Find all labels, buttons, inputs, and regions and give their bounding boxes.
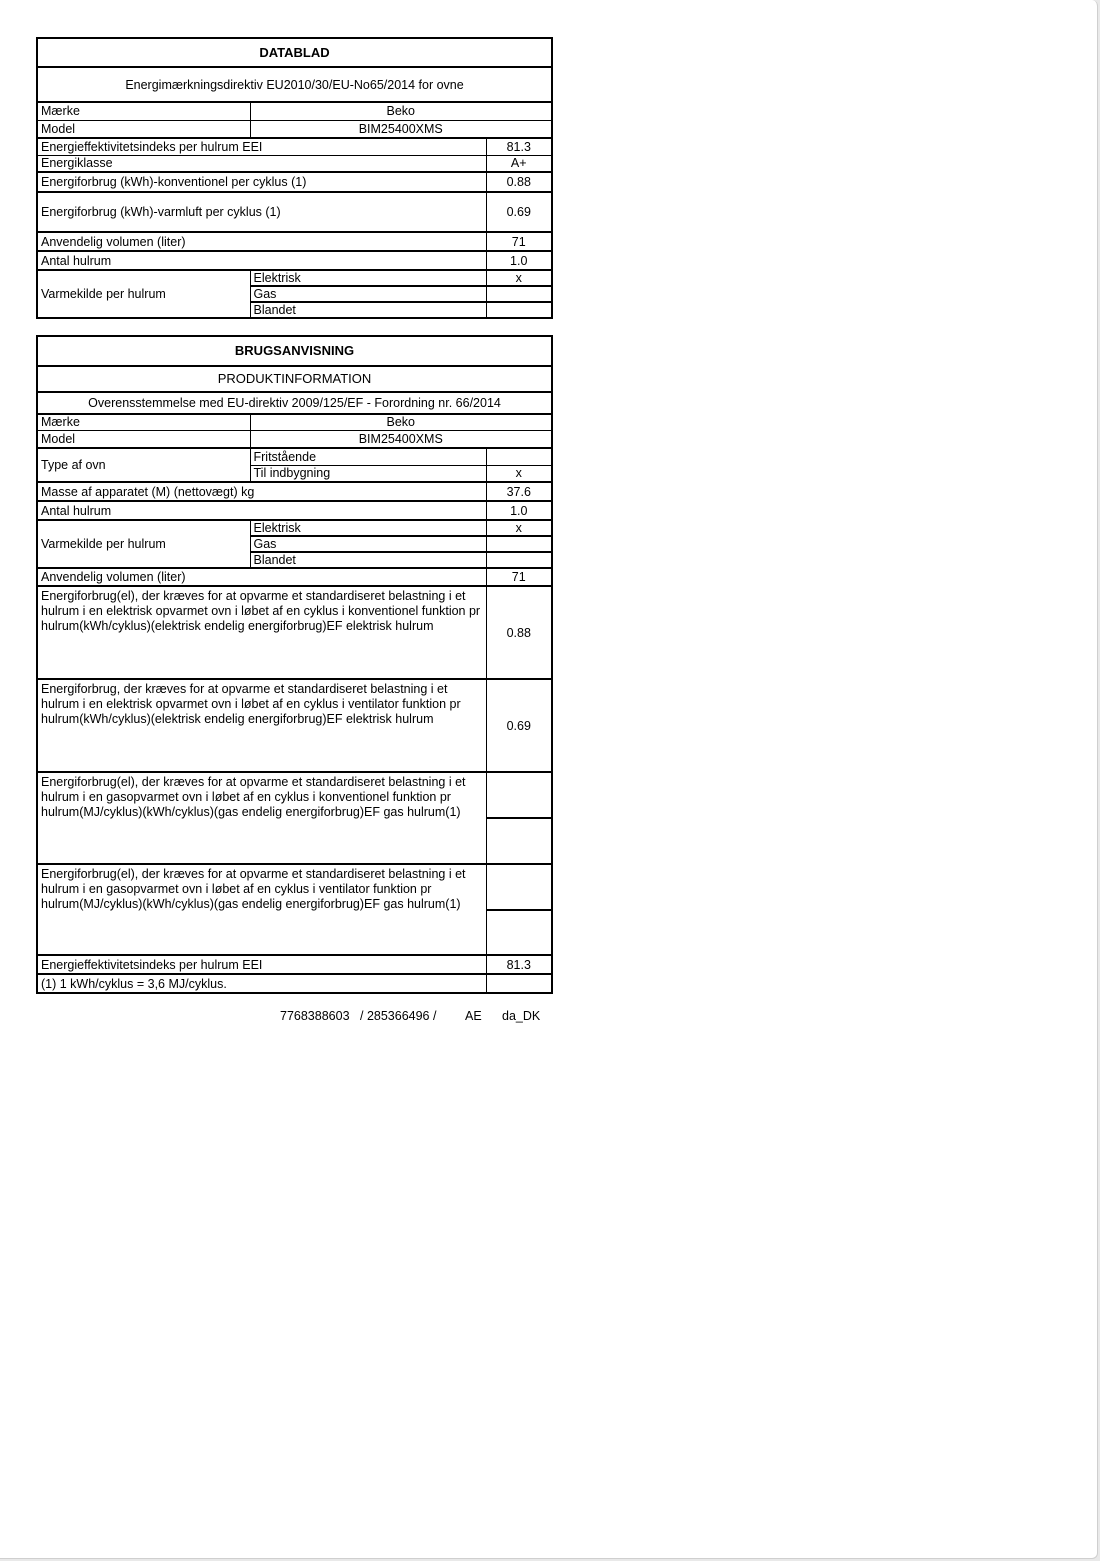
ef-gas-conventional-kwh-value bbox=[486, 818, 552, 864]
eei-value: 81.3 bbox=[486, 955, 552, 974]
volume-label: Anvendelig volumen (liter) bbox=[37, 568, 486, 586]
volume-label: Anvendelig volumen (liter) bbox=[37, 232, 486, 251]
datablad-directive: Energimærkningsdirektiv EU2010/30/EU-No65/2014 for ovne bbox=[37, 67, 552, 102]
footnote-value bbox=[486, 974, 552, 993]
brand-label: Mærke bbox=[37, 102, 250, 120]
oven-type-option-value bbox=[486, 448, 552, 465]
ef-gas-conventional-mj-value bbox=[486, 772, 552, 818]
ef-electric-fan-value: 0.69 bbox=[486, 679, 552, 772]
heat-source-label: Varmekilde per hulrum bbox=[37, 270, 250, 318]
heat-option-label: Elektrisk bbox=[250, 520, 486, 536]
heat-option-value: x bbox=[486, 270, 552, 286]
eei-value: 81.3 bbox=[486, 138, 552, 155]
footer-code-2: / 285366496 / bbox=[360, 1009, 437, 1023]
footnote: (1) 1 kWh/cyklus = 3,6 MJ/cyklus. bbox=[37, 974, 486, 993]
heat-option-value bbox=[486, 302, 552, 318]
ef-gas-fan-kwh-value bbox=[486, 910, 552, 955]
energy-class-label: Energiklasse bbox=[37, 155, 486, 172]
model-value: BIM25400XMS bbox=[250, 430, 552, 448]
brugsanvisning-title: BRUGSANVISNING bbox=[37, 336, 552, 366]
model-value: BIM25400XMS bbox=[250, 120, 552, 138]
fan-energy-value: 0.69 bbox=[486, 192, 552, 232]
conformity-text: Overensstemmelse med EU-direktiv 2009/125/EF - Forordning nr. 66/2014 bbox=[37, 392, 552, 414]
volume-value: 71 bbox=[486, 232, 552, 251]
conventional-energy-value: 0.88 bbox=[486, 172, 552, 192]
datablad-title: DATABLAD bbox=[37, 38, 552, 67]
cavities-value: 1.0 bbox=[486, 501, 552, 520]
datablad-table bbox=[36, 37, 553, 319]
heat-option-label: Gas bbox=[250, 286, 486, 302]
oven-type-option-value: x bbox=[486, 465, 552, 482]
heat-option-label: Blandet bbox=[250, 552, 486, 568]
product-info-subtitle: PRODUKTINFORMATION bbox=[37, 366, 552, 392]
heat-option-label: Blandet bbox=[250, 302, 486, 318]
heat-option-value bbox=[486, 552, 552, 568]
ef-electric-fan-label: Energiforbrug, der kræves for at opvarme et standardiseret belastning i et hulrum i en elektrisk opvarmet ovn i løbet af en cyklus i ventilator funktion pr hulrum(kWh/cyklus)(elektrisk endelig energiforbrug)EF elektrisk hulrum bbox=[37, 679, 486, 772]
conventional-energy-label: Energiforbrug (kWh)-konventionel per cyklus (1) bbox=[37, 172, 486, 192]
cavities-label: Antal hulrum bbox=[37, 501, 486, 520]
brand-value: Beko bbox=[250, 102, 552, 120]
model-label: Model bbox=[37, 430, 250, 448]
ef-electric-conventional-label: Energiforbrug(el), der kræves for at opvarme et standardiseret belastning i et hulrum i en elektrisk opvarmet ovn i løbet af en cyklus i konventionel funktion pr hulrum(kWh/cyklus)(elektrisk endelig energiforbrug)EF elektrisk hulrum bbox=[37, 586, 486, 679]
mass-label: Masse af apparatet (M) (nettovægt) kg bbox=[37, 482, 486, 501]
ef-electric-conventional-value: 0.88 bbox=[486, 586, 552, 679]
brugsanvisning-section bbox=[36, 335, 551, 994]
ef-gas-conventional-label: Energiforbrug(el), der kræves for at opvarme et standardiseret belastning i et hulrum i en gasopvarmet ovn i løbet af en cyklus i konventionel funktion pr hulrum(MJ/cyklus)(kWh/cyklus)(gas endelig energiforbrug)EF gas hulrum(1) bbox=[37, 772, 486, 864]
heat-source-label: Varmekilde per hulrum bbox=[37, 520, 250, 568]
ef-gas-fan-label: Energiforbrug(el), der kræves for at opvarme et standardiseret belastning i et hulrum i en gasopvarmet ovn i løbet af en cyklus i ventilator funktion pr hulrum(MJ/cyklus)(kWh/cyklus)(gas endelig energiforbrug)EF gas hulrum(1) bbox=[37, 864, 486, 955]
footer-code-1: 7768388603 bbox=[280, 1009, 350, 1023]
datablad-section bbox=[36, 37, 551, 319]
brand-label: Mærke bbox=[37, 414, 250, 430]
eei-label: Energieffektivitetsindeks per hulrum EEI bbox=[37, 955, 486, 974]
footer-code-3: AE bbox=[465, 1009, 482, 1023]
energy-class-value: A+ bbox=[486, 155, 552, 172]
brugsanvisning-table bbox=[36, 335, 553, 994]
eei-label: Energieffektivitetsindeks per hulrum EEI bbox=[37, 138, 486, 155]
heat-option-label: Elektrisk bbox=[250, 270, 486, 286]
fan-energy-label: Energiforbrug (kWh)-varmluft per cyklus (1) bbox=[37, 192, 486, 232]
heat-option-value: x bbox=[486, 520, 552, 536]
heat-option-value bbox=[486, 536, 552, 552]
volume-value: 71 bbox=[486, 568, 552, 586]
oven-type-option-label: Fritstående bbox=[250, 448, 486, 465]
heat-option-value bbox=[486, 286, 552, 302]
mass-value: 37.6 bbox=[486, 482, 552, 501]
brand-value: Beko bbox=[250, 414, 552, 430]
footer-locale: da_DK bbox=[502, 1009, 541, 1023]
model-label: Model bbox=[37, 120, 250, 138]
ef-gas-fan-mj-value bbox=[486, 864, 552, 910]
oven-type-label: Type af ovn bbox=[37, 448, 250, 482]
cavities-label: Antal hulrum bbox=[37, 251, 486, 270]
cavities-value: 1.0 bbox=[486, 251, 552, 270]
heat-option-label: Gas bbox=[250, 536, 486, 552]
oven-type-option-label: Til indbygning bbox=[250, 465, 486, 482]
